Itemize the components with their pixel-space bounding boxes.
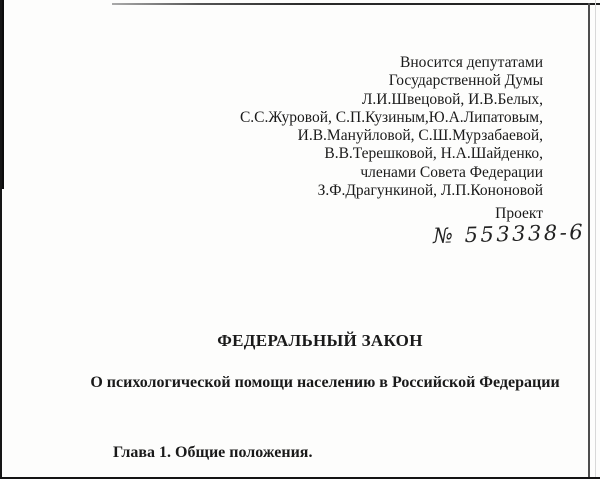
scan-edge-right — [588, 3, 590, 479]
submitters-line: Л.И.Швецовой, И.В.Белых, — [361, 90, 543, 108]
submitters-line: З.Ф.Драгункиной, Л.П.Кононовой — [317, 182, 543, 200]
draft-label: Проект — [495, 205, 543, 222]
law-subtitle: О психологической помощи населению в Российской Федерации — [90, 374, 560, 391]
submitters-block — [240, 54, 543, 200]
scan-edge-top — [112, 3, 600, 5]
scan-edge-right-faint — [595, 0, 596, 479]
submitters-line: членами Совета Федерации — [360, 163, 543, 181]
draft-number-handwritten: № 553338-6 — [432, 220, 586, 248]
law-title: ФЕДЕРАЛЬНЫЙ ЗАКОН — [217, 331, 423, 350]
chapter-heading: Глава 1. Общие положения. — [113, 444, 313, 461]
submitters-line: Государственной Думы — [388, 72, 543, 90]
submitters-line: В.В.Терешковой, Н.А.Шайденко, — [324, 145, 543, 163]
submitters-line: С.С.Журовой, С.П.Кузиным,Ю.А.Липатовым, — [239, 108, 543, 126]
submitters-line: И.В.Мануйловой, С.Ш.Мурзабаевой, — [297, 127, 543, 145]
submitters-line: Вносится депутатами — [400, 54, 543, 71]
scan-edge-left-thin — [0, 0, 2, 479]
